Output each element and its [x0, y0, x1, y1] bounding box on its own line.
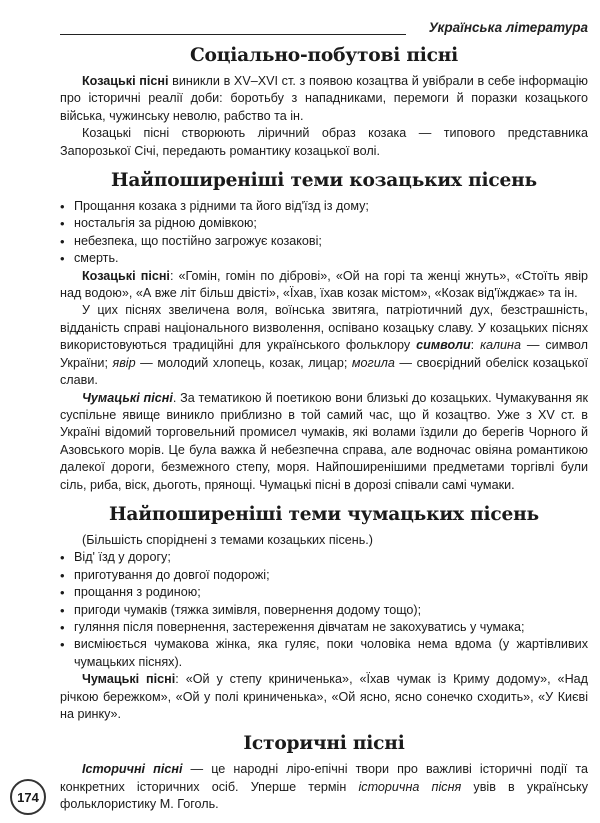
running-header	[60, 18, 588, 42]
list-item: • пригоди чумаків (тяжка зимівля, повернення додому тощо);	[60, 602, 588, 619]
paragraph-chumak-examples: Чумацькі пісні: «Ой у степу криниченька», «Їхав чумак із Криму додому», «Над річкою бережком», «Ой у полі криниченька», «Ой ясно, ясно сонечко сходить», «У Києві на ринку».	[60, 672, 589, 721]
paragraph-cossack-image: Козацькі пісні створюють ліричний образ козака — типового представника Запорозької Січі, передають романтику козацької волі.	[60, 126, 588, 158]
list-item: • гуляння після повернення, застереження дівчатам не закохуватись у чумака;	[60, 619, 588, 636]
term-historical-song: історична пісня	[358, 779, 462, 794]
section-title-chumak-themes: Найпоширеніші теми чумацьких пісень	[109, 503, 539, 525]
header-subject: Українська література	[428, 20, 588, 35]
list-item: • небезпека, що постійно загрожує козакові;	[60, 233, 588, 250]
section-title-cossack-themes: Найпоширеніші теми козацьких пісень	[111, 170, 537, 192]
term-cossack-songs-examples: Козацькі пісні	[82, 268, 170, 283]
term-cossack-songs: Козацькі пісні	[82, 74, 169, 88]
paragraph-cossack-examples: Козацькі пісні: «Гомін, гомін по діброві», «Ой на горі та женці жнуть», «Стоїть явір над водою», «А вже літ більш двісті», «Їхав, їхав козак містом», «Козак від'їжджає» та ін.	[60, 268, 588, 301]
term-symbols: символи	[416, 338, 471, 353]
term-chumak-songs: Чумацькі пісні	[82, 390, 173, 405]
list-item: • прощання з родиною;	[60, 584, 588, 601]
list-item: • Прощання козака з рідними та його від'їзд із дому;	[60, 198, 588, 215]
page-number-badge: 174	[10, 779, 46, 815]
chumak-themes-list	[60, 549, 588, 671]
section-title-social: Соціально-побутові пісні	[189, 45, 459, 66]
paragraph-cossack-symbols: У цих піснях звеличена воля, воїнська звитяга, патріотичний дух, безстрашність, відданість справі національного визволення, оспівано козацьку славу. У козацьких піснях використовуються традиційні для українського фольклору символи: калина — символ України; явір — молодий хлопець, козак, лицар; могила — своєрідний обеліск козацької слави.	[60, 303, 588, 388]
header-rule	[60, 34, 406, 35]
term-historical-songs: Історичні пісні	[82, 762, 183, 777]
list-item: • ностальгія за рідною домівкою;	[60, 215, 588, 232]
paragraph-historical: Історичні пісні — це народні ліро-епічні твори про важливі історичні події та конкретних історичних осіб. Уперше термін історична пісня увів в українську фольклористику М. Гоголь.	[60, 762, 588, 812]
term-yavir: явір	[112, 355, 136, 370]
list-item: • Від' їзд у дорогу;	[60, 549, 588, 566]
page-content	[60, 45, 588, 814]
chumak-themes-note: (Більшість споріднені з темами козацьких пісень.)	[82, 532, 373, 547]
paragraph-cossack-intro: Козацькі пісні виникли в XV–XVI ст. з появою козацтва й увібрали в себе інформацію про історичні реалії доби: боротьбу з нападниками, перемоги й поразки козацького війська, чужинську неволю, рабство та ін.	[60, 74, 589, 123]
list-item: • смерть.	[60, 250, 588, 267]
list-item: • висміюється чумакова жінка, яка гуляє, поки чоловіка нема вдома (у жартівливих чумацьких піснях).	[60, 636, 588, 671]
list-item: • приготування до довгої подорожі;	[60, 567, 588, 584]
section-title-historical: Історичні пісні	[243, 733, 405, 755]
term-kalyna: калина	[480, 338, 521, 353]
cossack-themes-list	[60, 198, 588, 268]
term-chumak-songs-examples: Чумацькі пісні	[82, 672, 176, 687]
term-mohyla: могила	[351, 355, 395, 370]
paragraph-chumak-intro: Чумацькі пісні. За тематикою й поетикою вони близькі до козацьких. Чумакування як суспільне явище виникло приблизно в той самий час, що й козацтво. Уже з XV ст. в Україні відомий торговельний промисел чумаків, які волами їздили до берегів Чорного й Азовського морів. Це була важка й небезпечна справа, але водночас овіяна романтикою далекої дороги, безмежного степу, моря. Найпоширенішими предметами торгівлі були сіль, риба, віск, дьоготь, прянощі. Чумацькі пісні в дорозі співали самі чумаки.	[60, 390, 588, 492]
